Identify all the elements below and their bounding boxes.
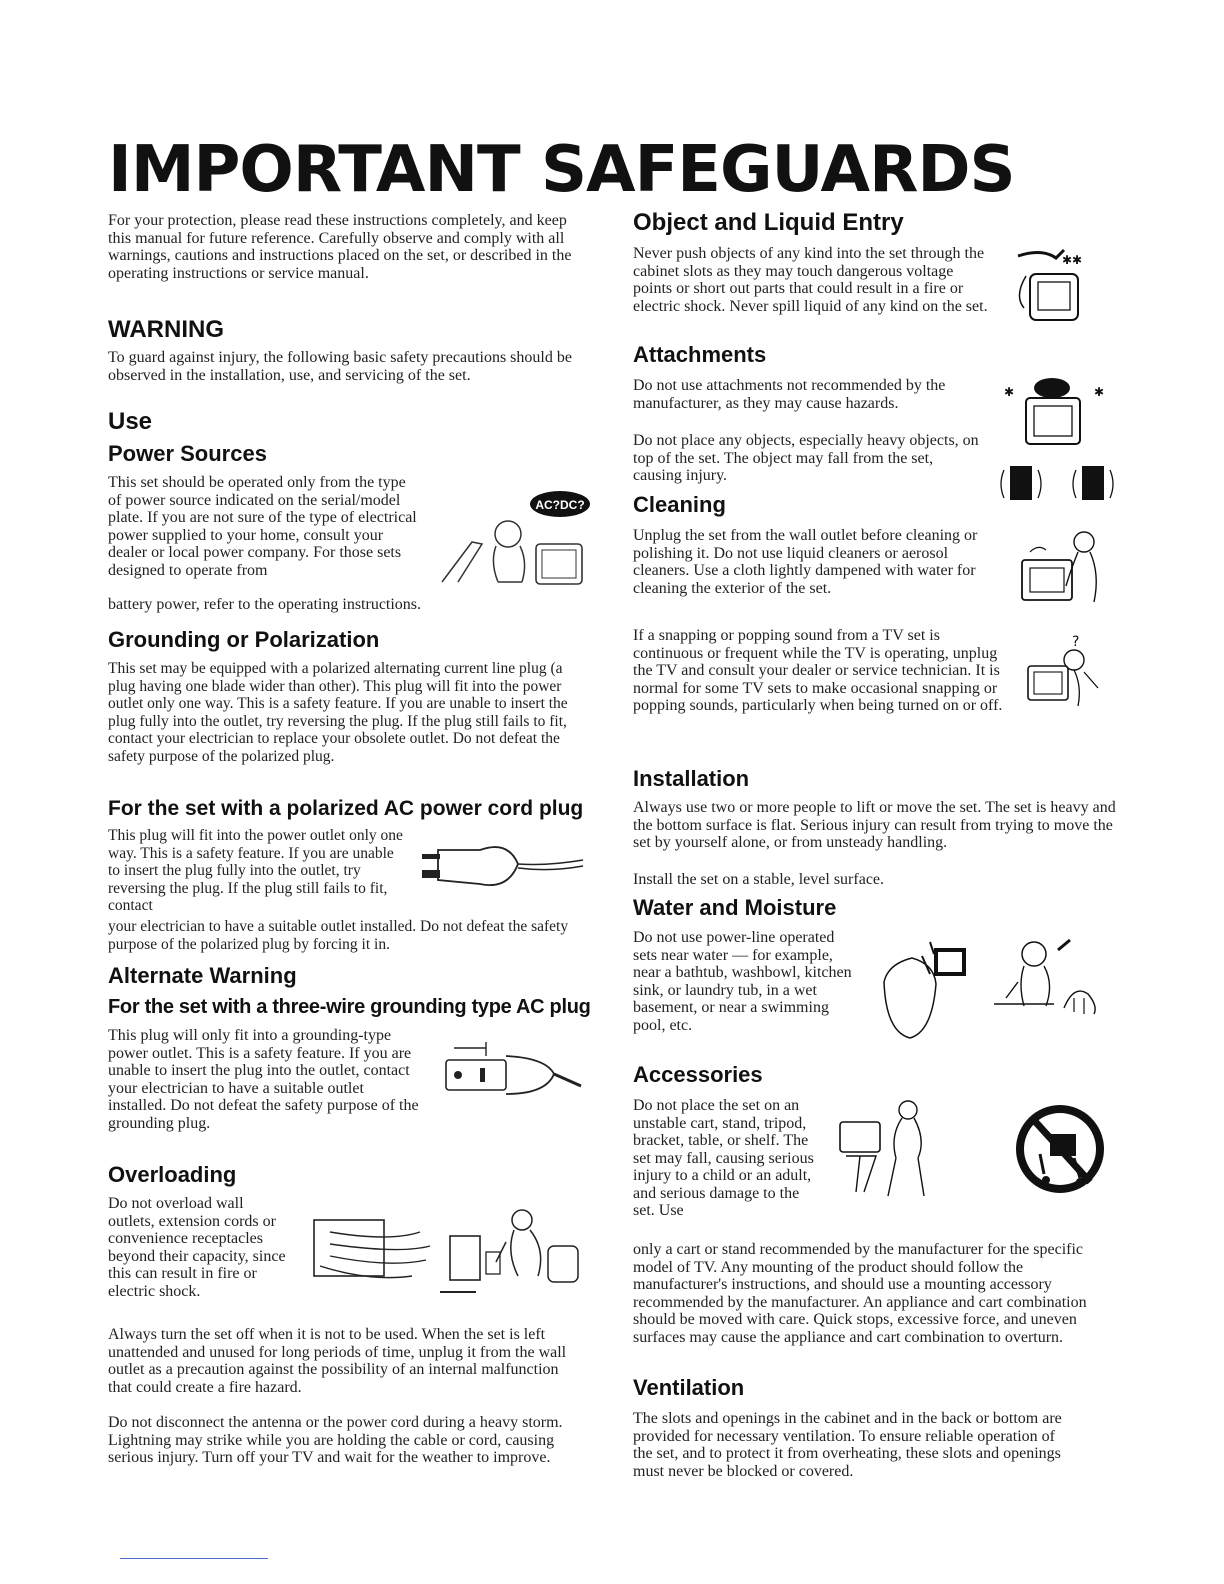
- overloading-heading: Overloading: [108, 1162, 237, 1187]
- object-liquid-illustration: [1008, 246, 1088, 328]
- snapping-sound-illustration: [1022, 630, 1108, 710]
- grounding-heading: Grounding or Polarization: [108, 627, 380, 652]
- cleaning-text-2: If a snapping or popping sound from a TV set is continuous or frequent while the TV is operating, unplug the TV and consult your dealer or service technician. It is normal for some TV sets to make occasional snapping or popping sounds, particularly when being turned on or off.: [633, 627, 1003, 714]
- overloading-text-3: Do not disconnect the antenna or the power cord during a heavy storm. Lightning may strike while you are holding the cable or cord, causing serious injury. Turn off your TV and wait for the weather to improve.: [108, 1414, 563, 1466]
- accessories-heading: Accessories: [633, 1062, 763, 1087]
- svg-text:✱: ✱: [1094, 385, 1105, 399]
- power-sources-text-tail: battery power, refer to the operating instructions.: [108, 596, 422, 613]
- use-heading: Use: [108, 408, 153, 435]
- three-wire-plug-illustration: [436, 1038, 586, 1108]
- ventilation-text: The slots and openings in the cabinet and in the back or bottom are provided for necessary ventilation. To ensure reliable operation of the set, and to protect it from overheating, these slots and openings must never be blocked or covered.: [633, 1410, 1062, 1480]
- polarized-text-tail: your electrician to have a suitable outlet installed. Do not defeat the safety purpose of the polarized plug by forcing it in.: [108, 918, 569, 953]
- svg-text:✱✱: ✱✱: [1062, 253, 1083, 267]
- footer-rule: [120, 1558, 268, 1559]
- ac-dc-bubble-text: AC?DC?: [535, 498, 585, 512]
- grounding-text: This set may be equipped with a polarized alternating current line plug (a plug having one blade wider than other). This plug will fit into the power outlet only one way. This is a safety feature. If you are unable to insert the plug fully into the outlet, try reversing the plug. If the plug still fails to fit, contact your electrician to replace your obsolete outlet. Do not defeat the safety purpose of the polarized plug.: [108, 660, 568, 765]
- overloading-text-2: Always turn the set off when it is not to be used. When the set is left unattended and unused for long periods of time, unplug it from the wall outlet as a precaution against the possibility of an internal malfunction that could create a fire hazard.: [108, 1326, 567, 1396]
- accessories-cart-illustration: [830, 1096, 950, 1204]
- water-moisture-illustration: [874, 934, 1114, 1046]
- cleaning-heading: Cleaning: [633, 492, 726, 517]
- water-moisture-text: Do not use power-line operated sets near water — for example, near a bathtub, washbowl, kitchen sink, or laundry tub, in a wet basement, or near a swimming pool, etc.: [633, 929, 852, 1034]
- attachments-illustration: [996, 374, 1116, 504]
- overloading-illustration: [300, 1202, 586, 1312]
- polarized-heading: For the set with a polarized AC power cord plug: [108, 797, 584, 820]
- cleaning-text: Unplug the set from the wall outlet before cleaning or polishing it. Do not use liquid cleaners or aerosol cleaners. Use a cloth lightly dampened with water for cleaning the exterior of the set.: [633, 527, 978, 597]
- ventilation-heading: Ventilation: [633, 1375, 745, 1400]
- three-wire-heading: For the set with a three-wire grounding type AC plug: [108, 996, 591, 1018]
- alternate-warning-heading: Alternate Warning: [108, 963, 297, 988]
- power-sources-text: This set should be operated only from the type of power source indicated on the serial/model plate. If you are not sure of the type of electrical power supplied to your home, consult your dealer or local power company. For those sets designed to operate from: [108, 474, 417, 579]
- accessories-text-2: only a cart or stand recommended by the manufacturer for the specific model of TV. Any mounting of the product should follow the manufacturer's instructions, and should use a mounting accessory recommended by the manufacturer. An appliance and cart combination should be moved with care. Quick stops, excessive force, and uneven surfaces may cause the appliance and cart combination to overturn.: [633, 1241, 1087, 1346]
- cleaning-illustration: [1000, 526, 1108, 608]
- power-sources-heading: Power Sources: [108, 441, 267, 466]
- polarized-text: This plug will fit into the power outlet only one way. This is a safety feature. If you are unable to insert the plug fully into the outlet, try reversing the plug. If the plug still fails to fit, contact: [108, 827, 403, 914]
- page-title: IMPORTANT SAFEGUARDS: [108, 133, 1015, 207]
- svg-text:✱: ✱: [1004, 385, 1015, 399]
- polarized-plug-illustration: [418, 830, 588, 900]
- installation-text-2: Install the set on a stable, level surface.: [633, 871, 885, 888]
- installation-text: Always use two or more people to lift or move the set. The set is heavy and the bottom surface is flat. Serious injury can result from trying to move the set by yourself alone, or from unsteady handling.: [633, 799, 1116, 851]
- attachments-text-2: Do not place any objects, especially heavy objects, on top of the set. The object may fall from the set, causing injury.: [633, 432, 979, 484]
- installation-heading: Installation: [633, 766, 750, 791]
- warning-text: To guard against injury, the following basic safety precautions should be observed in the installation, use, and servicing of the set.: [108, 349, 572, 384]
- overloading-text: Do not overload wall outlets, extension cords or convenience receptacles beyond their capacity, since this can result in fire or electric shock.: [108, 1195, 286, 1300]
- attachments-text: Do not use attachments not recommended by the manufacturer, as they may cause hazards.: [633, 377, 946, 412]
- attachments-heading: Attachments: [633, 342, 767, 367]
- object-liquid-heading: Object and Liquid Entry: [633, 209, 904, 236]
- water-moisture-heading: Water and Moisture: [633, 895, 837, 920]
- power-source-illustration: [432, 482, 602, 592]
- intro-text: For your protection, please read these instructions completely, and keep this manual for future reference. Carefully observe and comply with all warnings, cautions and instructions placed on the set, or described in the operating instructions or service manual.: [108, 212, 572, 282]
- accessories-text: Do not place the set on an unstable cart, stand, tripod, bracket, table, or shelf. The set may fall, causing serious injury to a child or an adult, and serious damage to the set. Use: [633, 1097, 814, 1219]
- svg-text:?: ?: [1072, 634, 1080, 650]
- warning-heading: WARNING: [108, 316, 224, 343]
- object-liquid-text: Never push objects of any kind into the set through the cabinet slots as they may touch dangerous voltage points or short out parts that could result in a fire or electric shock. Never spill liquid of any kind on the set.: [633, 245, 988, 315]
- cart-warning-symbol: [1010, 1094, 1110, 1204]
- three-wire-text: This plug will only fit into a grounding-type power outlet. This is a safety feature. If you are unable to insert the plug into the outlet, contact your electrician to have a suitable outlet installed. Do not defeat the safety purpose of the grounding plug.: [108, 1027, 419, 1132]
